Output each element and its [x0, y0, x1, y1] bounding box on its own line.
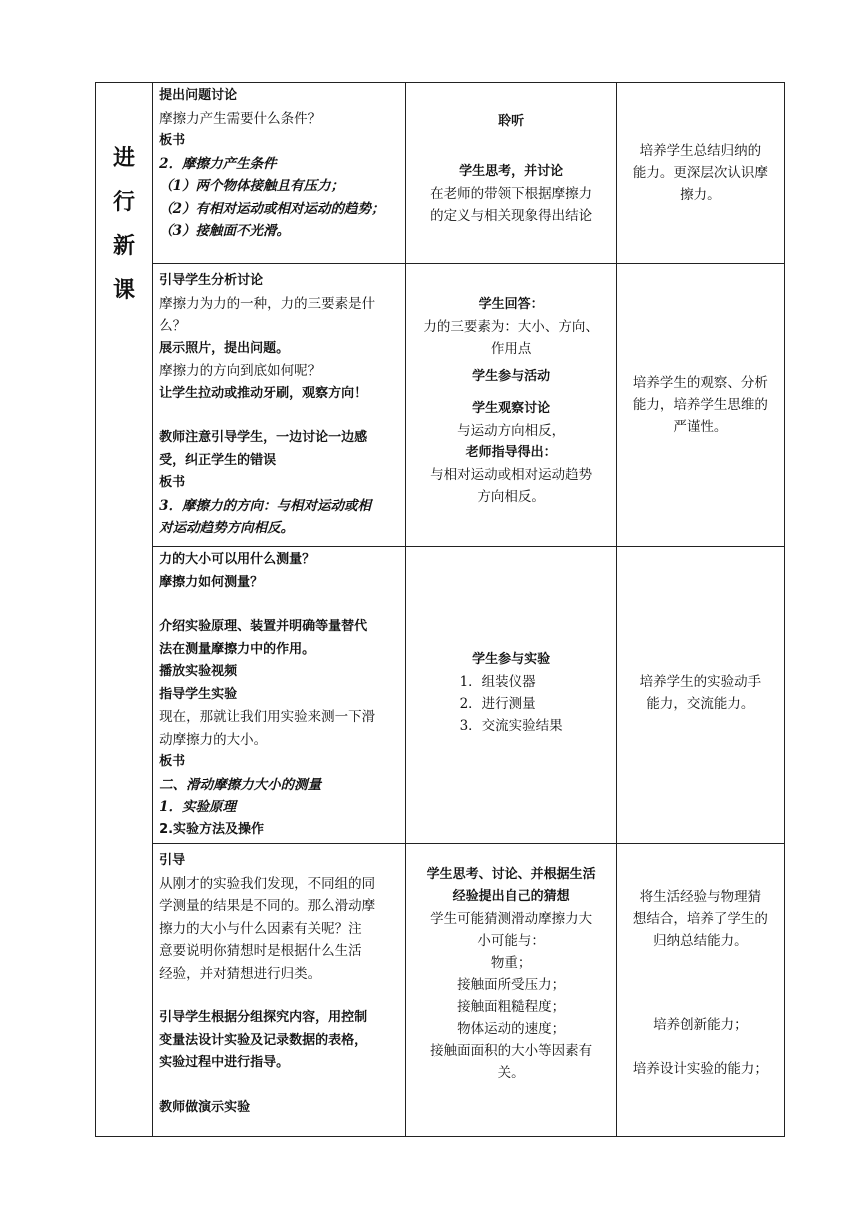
goal-line: 培养设计实验的能力； [632, 1061, 768, 1077]
teacher-line: 经验，并对猜想进行归类。 [159, 965, 322, 982]
teacher-line: 展示照片，提出问题。 [159, 340, 290, 356]
student-line: 学生思考、讨论、并根据生活 [426, 867, 596, 882]
table-row [96, 547, 785, 844]
goal-line: 培养学生的实验动手 [639, 674, 762, 690]
student-line: 聆听 [498, 114, 525, 129]
teacher-line: 摩擦力的方向到底如何呢？ [159, 363, 322, 379]
teacher-activity-cell [153, 844, 406, 1137]
student-line: 的定义与相关现象得出结论 [430, 208, 593, 224]
student-line: 接触面粗糙程度； [457, 999, 566, 1015]
goal-line: 培养创新能力； [653, 1017, 748, 1033]
goal-line: 培养学生的观察、分析 [632, 375, 768, 391]
teacher-activity-cell [153, 83, 406, 264]
student-line: 老师指导得出： [465, 445, 557, 460]
design-intent-cell [616, 264, 784, 547]
teacher-line: 现在，那就让我们用实验来测一下滑 [159, 709, 376, 725]
student-activity-cell [406, 264, 616, 547]
goal-line: 能力，交流能力。 [646, 696, 755, 712]
student-activity-cell [406, 844, 616, 1137]
goal-line: 培养学生总结归纳的 [639, 143, 762, 159]
goal-line: 归纳总结能力。 [653, 933, 748, 949]
teacher-line: 指导学生实验 [159, 686, 238, 702]
teacher-activity-cell [153, 547, 406, 844]
student-activity-cell [406, 547, 616, 844]
teacher-line: （1）两个物体接触且有压力； [159, 178, 344, 194]
teacher-line: 变量法设计实验及记录数据的表格， [159, 1032, 368, 1048]
student-line: 小可能与： [477, 933, 545, 949]
student-line: 接触面所受压力； [457, 977, 566, 993]
teacher-line: 引导 [159, 853, 186, 868]
experiment-steps [460, 671, 563, 737]
teacher-line: 提出问题讨论 [159, 88, 238, 103]
student-line: 学生参与活动 [472, 369, 551, 384]
teacher-line: 动摩擦力的大小。 [159, 731, 268, 748]
student-line: 经验提出自己的猜想 [452, 889, 570, 904]
goal-line: 严谨性。 [673, 419, 728, 435]
design-intent-cell [616, 844, 784, 1137]
teacher-line: 3．摩擦力的方向：与相对运动或相 [159, 497, 371, 514]
teacher-line: 教师注意引导学生，一边讨论一边感 [159, 430, 368, 445]
table-row [96, 264, 785, 547]
teacher-line: 二、滑动摩擦力大小的测量 [159, 776, 322, 793]
student-line: 学生观察讨论 [472, 401, 551, 416]
goal-line: 能力。更深层次认识摩 [632, 165, 768, 181]
list-item: 1．组装仪器 [459, 674, 536, 690]
teacher-line: 引导学生根据分组探究内容，用控制 [159, 1010, 368, 1025]
teacher-line: 引导学生分析讨论 [159, 273, 264, 288]
student-line: 力的三要素为：大小、方向、 [423, 319, 599, 335]
design-intent-cell [616, 83, 784, 264]
student-line: 与运动方向相反， [457, 423, 566, 439]
student-line: 物重； [490, 955, 532, 971]
teacher-line: 让学生拉动或推动牙刷，观察方向！ [159, 385, 368, 401]
teacher-activity-cell [153, 264, 406, 547]
teacher-line: 介绍实验原理、装置并明确等量替代 [159, 619, 368, 634]
teacher-line: 学测量的结果是不同的。那么滑动摩 [159, 898, 376, 914]
student-line: 物体运动的速度； [457, 1021, 566, 1037]
table-row [96, 83, 785, 264]
teacher-line: 么？ [159, 318, 187, 334]
goal-line: 将生活经验与物理猜 [639, 889, 762, 905]
teacher-line: 法在测量摩擦力中的作用。 [159, 641, 316, 657]
goal-line: 想结合，培养了学生的 [632, 911, 768, 927]
teacher-line: 对运动趋势方向相反。 [159, 520, 295, 536]
teacher-line: 播放实验视频 [159, 664, 238, 679]
teacher-line: （3）接触面不光滑。 [159, 223, 290, 239]
design-intent-cell [616, 547, 784, 844]
student-line: 学生可能猜测滑动摩擦力大 [430, 911, 593, 927]
teacher-line: 摩擦力为力的一种，力的三要素是什 [159, 295, 376, 312]
student-line: 学生思考，并讨论 [459, 164, 564, 179]
student-line: 方向相反。 [477, 489, 545, 505]
lesson-plan-table [95, 82, 785, 1137]
teacher-line: 摩擦力如何测量？ [159, 574, 264, 590]
student-line: 作用点 [490, 341, 532, 357]
student-line: 学生参与实验 [472, 652, 551, 667]
teacher-line: 受，纠正学生的错误 [159, 452, 277, 468]
student-line: 与相对运动或相对运动趋势 [430, 467, 593, 483]
teacher-line: 2．摩擦力产生条件 [159, 155, 277, 172]
teacher-line: 板书 [159, 475, 186, 490]
student-line: 关。 [497, 1065, 525, 1081]
teacher-line: 板书 [159, 754, 186, 769]
student-line: 在老师的带领下根据摩擦力 [430, 186, 593, 202]
list-item: 3．交流实验结果 [459, 718, 563, 734]
teacher-line: 1．实验原理 [159, 799, 236, 815]
phase-cell [96, 83, 153, 1137]
table-row [96, 844, 785, 1137]
teacher-line: 板书 [159, 133, 186, 148]
teacher-line: 擦力的大小与什么因素有关呢？注 [159, 920, 362, 937]
teacher-line: 实验过程中进行指导。 [159, 1055, 290, 1070]
teacher-line: （2）有相对运动或相对运动的趋势； [159, 200, 385, 217]
teacher-line: 力的大小可以用什么测量？ [159, 552, 316, 567]
goal-line: 能力，培养学生思维的 [632, 397, 768, 413]
teacher-line: 从刚才的实验我们发现，不同组的同 [159, 875, 376, 892]
student-activity-cell [406, 83, 616, 264]
goal-line: 擦力。 [680, 187, 721, 203]
student-line: 接触面面积的大小等因素有 [430, 1043, 593, 1059]
student-line: 学生回答： [478, 297, 544, 312]
teacher-line: 摩擦力产生需要什么条件？ [159, 110, 322, 127]
teacher-line: 意要说明你猜想时是根据什么生活 [159, 943, 362, 959]
teacher-line: 教师做演示实验 [159, 1099, 251, 1115]
teacher-line: 2.实验方法及操作 [159, 821, 265, 837]
phase-label: 进 行 新 课 [113, 146, 136, 303]
list-item: 2．进行测量 [459, 696, 536, 712]
